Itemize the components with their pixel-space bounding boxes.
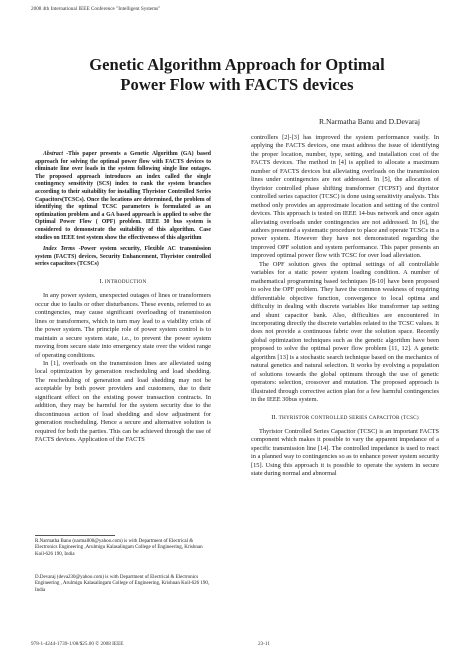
left-column [35,151,211,445]
title-line-2: Power Flow with FACTS devices [120,75,354,94]
section-heading-tcsc [251,414,439,422]
index-terms [35,246,211,269]
title-line-1: Genetic Algorithm Approach for Optimal [89,55,385,74]
abstract [35,151,211,242]
tcsc-paragraph: Thyristor Controlled Series Capacitor (TCSC) is an important FACTS component which makes it possible to vary the apparent impedance of a specific transmission line [14]. The controlled impedance is used to react in a planned way to contingencies so as to enhance power system security [15]. Using this approach it is possible to operate the system in secure state during normal and abnormal [251,427,439,478]
section-heading-introduction [35,278,211,286]
intro-paragraph-4: The OPF solution gives the optimal settings of all controllable variables for a static power system loading condition. A number of mathematical programming based techniques [8-10] have been proposed to solve the OPF problem. They have the common weakness of requiring differentiable objective function, convergence to local optima and difficulty in dealing with discrete variables like transformer tap setting and shunt capacitor bank. Also, difficulties are encountered in incorporating directly the discrete variables related to the TCSC values. It does not provide a continuous fabric over the solution space. Recently global optimization techniques such as the genetic algorithm have been proposed to solve the optimal power flow problem [11, 12]. A genetic algorithm [13] is a stochastic search technique based on the mechanics of natural genetics and natural selection. It works by evolving a population of solutions towards the global optimum through the use of genetic operators: selection, crossover and mutation. The proposed approach is illustrated through corrective action plan for a few harmful contingencies in the IEEE 30bus system. [251,260,439,404]
section-numeral: II. [271,413,278,421]
author-list: R.Narmatha Banu and D.Devaraj [318,117,420,126]
abstract-text: -This paper presents a Genetic Algorithm (GA) based approach for solving the optimal power flow with FACTS devices to eliminate line over loads in the system following single line outages. The proposed approach introduces an index called the single contingency sensitivity (SCS) index to rank the system branches according to their suitability for installing Thyristor Controlled Series Capacitors(TCSCs). Once the locations are determined, the problem of identifying the optimal TCSC parameters is formulated as an optimization problem and a GA based approach is applied to solve the Optimal Power Flow ( OPF) problem. IEEE 30 bus system is considered to demonstrate the suitability of this algorithm. Case studies on IEEE test system show the effectiveness of this algorithm [35,151,211,241]
intro-paragraph-3: controllers [2]-[3] has improved the system performance vastly. In applying the FACTS devices, one must address the issue of identifying the proper location, number, type, setting, and installation cost of the FACTS devices. The method in [4] is applied to allocate a maximum number of FACTS devices but alleviating overloads on the transmission lines under contingencies are not addressed. In [5], the allocation of thyristor controlled phase shifting transformer (TCPST) and thyristor controlled series capacitor (TCSC) is done using sensitivity analysis. This method only provides an approximate location and setting of the control devices. This approach is tested on IEEE 14-bus network and once again alleviating overloads under contingencies are not addressed. In [6], the authors presented a systematic procedure to place and operate TCSCs in a power system. However they have not demonstrated regarding the improved OPF solution and system performance. This paper presents an improved optimal power flow with TCSC for over load alleviation. [251,134,439,260]
section-title: THYRISTOR CONTROLLED SERIES CAPACITOR (TCSC) [278,414,419,421]
paper-title [40,55,434,95]
footer-page-number: 23-11 [258,641,270,647]
conference-header: 2008 4th International IEEE Conference "Intelligent Systems" [31,6,161,12]
section-title: INTRODUCTION [104,278,147,285]
footnote-author-1: R.Narmatha Banu (narmall00@yahoo.com) is with Department of Electrical & Electronics Engineering ,Arulmigu Kalasalingam College of Engineering, Krishnan Koil-626 190, India [35,539,203,557]
footer-isbn: 978-1-4244-1739-1/08/$25.00 © 2008 IEEE [31,641,124,647]
intro-paragraph-1: In any power system, unexpected outages of lines or transformers occur due to faults or other disturbances. These events, referred to as contingencies, may cause significant overloading of transmission lines or transformers, which in turn may lead to a viability crisis of the power system. The principle role of power system control is to maintain a secure system state, i.e., to prevent the power system moving from secure state into emergency state over the widest range of operating conditions. [35,292,211,359]
footnote-author-2: D.Devaraj (deva230@yahoo.com) is with Department of Electrical & Electronics Engineering , Arulmigu Kalasalingam College of Engineering, Krishnan Koil-626 190, India [35,575,210,593]
intro-paragraph-2: In [1], overloads on the transmission lines are alleviated using local optimization by generation rescheduling and load shedding. The rescheduling of generation and load shedding may not be acceptable by both power providers and customers, due to their significant effect on the existing power transaction contracts. In addition, they may be harmful for the system security due to the discontinuous action of load shedding and slow adjustment for generation rescheduling. Hence a secure and alternative solution is required for both the parties. This can be achieved through the use of FACTS devices. Application of the FACTS [35,359,211,444]
index-terms-text: -Power system security, Flexible AC transmission system (FACTS) devices, Security Enhancement, Thyristor controlled series capacitors (TCSCs) [35,246,212,268]
section-numeral: I. [99,277,104,285]
footnote-divider [35,535,115,536]
index-terms-label: Index Terms [43,246,76,253]
right-column [251,134,439,479]
abstract-label: Abstract [43,151,63,157]
